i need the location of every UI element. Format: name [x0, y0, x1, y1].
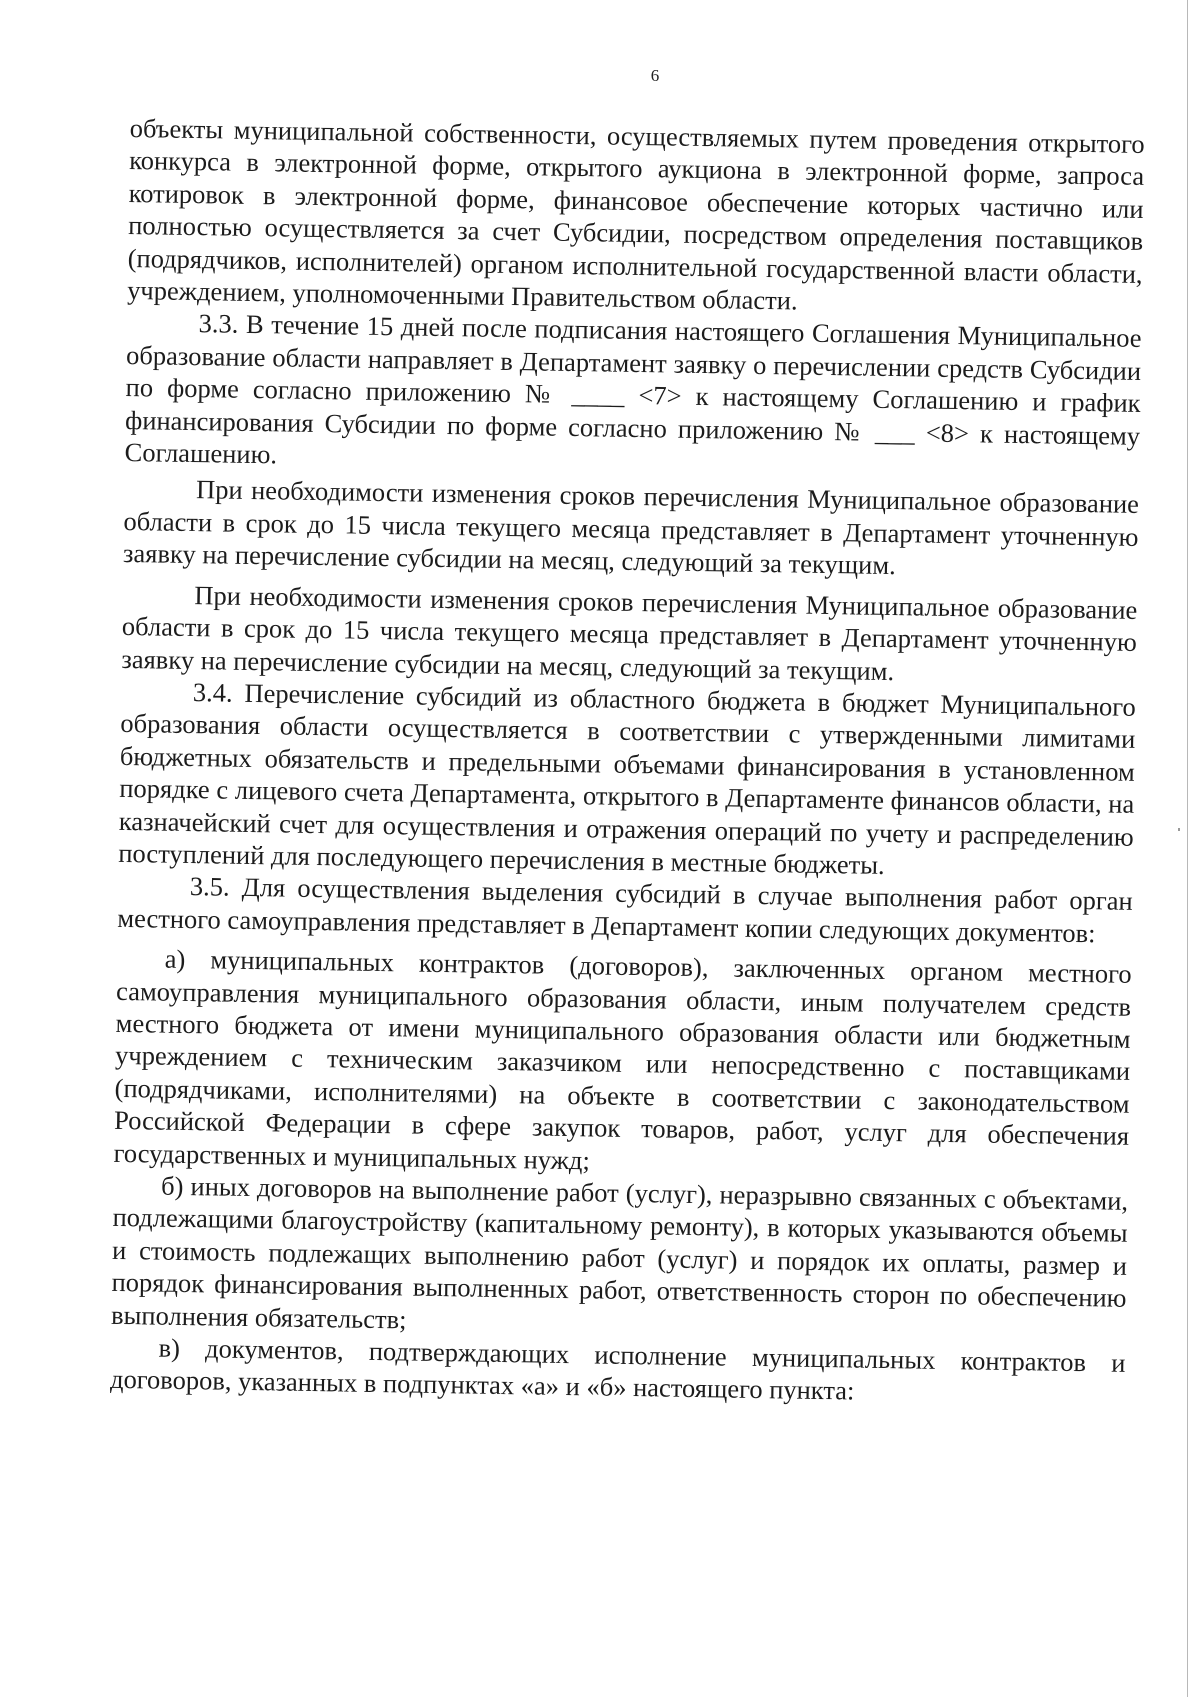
- page-edge-line: [1187, 0, 1188, 1697]
- list-item-a: а) муниципальных контрактов (договоров), заключенных органом местного самоуправления муниципального образования области, иным получателем средств местного бюджета от имени муниципального образования области или бюджетным учреждением с техническим заказчиком или непосредственно с поставщиками (подрядчиками, исполнителями) на объекте в соответствии с законодательством Российской Федерации в сфере закупок товаров, работ, услуг для обеспечения государственных и муниципальных нужд;: [113, 943, 1132, 1175]
- list-item-b: б) иных договоров на выполнение работ (услуг), неразрывно связанных с объектами, подлежащими благоустройству (капитальному ремонту), в которых указываются объемы и стоимость подлежащих выполнению работ (услуг) и порядок их оплаты, размер и порядок финансирования выполненных работ, ответственность сторон по обеспечению выполнения обязательств;: [110, 1170, 1129, 1335]
- paragraph-change-terms-1: При необходимости изменения сроков перечисления Муниципальное образование области в срок до 15 числа текущего месяца представляет в Департамент уточненную заявку на перечисление субсидии на месяц, следующий за текущим.: [122, 474, 1140, 581]
- paragraph-change-terms-2: При необходимости изменения сроков перечисления Муниципальное образование области в срок до 15 числа текущего месяца представляет в Департамент уточненную заявку на перечисление субсидии на месяц, следующий за текущим.: [121, 579, 1138, 686]
- paragraph-3-3: 3.3. В течение 15 дней после подписания настоящего Соглашения Муниципальное образование области направляет в Департамент заявку о перечислении средств Субсидии по форме согласно приложению № ____ <7> к настоящему Соглашению и график финансирования Субсидии по форме согласно приложению № ___ <8> к настоящему Соглашению.: [124, 308, 1142, 470]
- paragraph-continuation: объекты муниципальной собственности, осуществляемых путем проведения открытого конкурса в электронной форме, открытого аукциона в электронной форме, запроса котировок в электронной форме, финансовое обеспечение которых частично или полностью осуществляется за счет Субсидии, посредством определения поставщиков (подрядчиков, исполнителей) органом исполнительной государственной власти области, учреждением, уполномоченными Правительством области.: [126, 112, 1145, 316]
- paragraph-3-5: 3.5. Для осуществления выделения субсидий в случае выполнения работ орган местного самоуправления представляет в Департамент копии следующих документов:: [117, 871, 1133, 949]
- document-body: [110, 112, 1145, 1412]
- list-item-v: в) документов, подтверждающих исполнение муниципальных контрактов и договоров, указанных в подпунктах «а» и «б» настоящего пункта:: [109, 1332, 1126, 1406]
- scan-speck: [1178, 828, 1180, 831]
- paragraph-3-4: 3.4. Перечисление субсидий из областного бюджета в бюджет Муниципального образования области осуществляется в соответствии с утвержденными лимитами бюджетных обязательств и предельными объемами финансирования в установленном порядке с лицевого счета Департамента, открытого в Департаменте финансов области, на казначейский счет для осуществления и отражения операций по учету и распределению поступлений для последующего перечисления в местные бюджеты.: [118, 676, 1137, 880]
- page-number: 6: [650, 66, 660, 85]
